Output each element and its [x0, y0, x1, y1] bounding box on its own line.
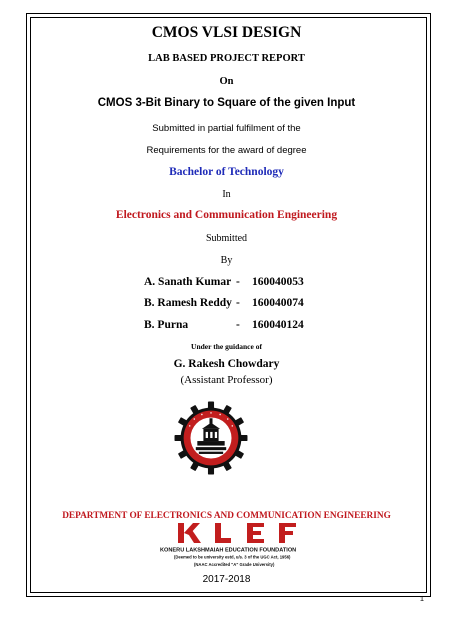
student-dash: -: [236, 319, 240, 331]
department-name: DEPARTMENT OF ELECTRONICS AND COMMUNICATION ENGINEERING: [62, 511, 391, 521]
by-label: By: [220, 255, 233, 266]
university-emblem-icon: [173, 400, 249, 476]
submitted-line-2: Requirements for the award of degree: [146, 145, 307, 156]
student-id: 160040074: [252, 297, 304, 309]
branch-name: Electronics and Communication Engineering: [115, 209, 338, 221]
student-name: A. Sanath Kumar: [144, 276, 232, 288]
page-number: 1: [419, 594, 424, 603]
academic-year: 2017-2018: [202, 574, 251, 585]
svg-text:(NAAC Accredited "A" Grade Uni: (NAAC Accredited "A" Grade University): [194, 562, 275, 567]
student-name: B. Purna: [144, 319, 189, 331]
project-title: CMOS 3-Bit Binary to Square of the given Input: [97, 97, 356, 109]
klef-logo: [160, 523, 350, 571]
guidance-label: Under the guidance of: [191, 342, 262, 351]
student-name: B. Ramesh Reddy: [144, 297, 232, 309]
guide-name: G. Rakesh Chowdary: [173, 358, 280, 370]
student-dash: -: [236, 297, 240, 309]
in-label: In: [222, 189, 231, 200]
guide-title: (Assistant Professor): [180, 374, 273, 386]
report-subtitle: LAB BASED PROJECT REPORT: [148, 53, 305, 64]
degree-name: Bachelor of Technology: [169, 166, 284, 178]
student-dash: -: [236, 276, 240, 288]
on-label: On: [219, 76, 234, 87]
student-id: 160040053: [252, 276, 304, 288]
student-row: [144, 319, 304, 331]
student-row: [144, 276, 304, 288]
student-row: [144, 297, 304, 309]
svg-text:KONERU LAKSHMAIAH EDUCATION FO: KONERU LAKSHMAIAH EDUCATION FOUNDATION: [160, 547, 297, 554]
svg-text:(Deemed to be university estd,: (Deemed to be university estd, u/s. 3 of the UGC Act, 1956): [174, 554, 291, 560]
student-id: 160040124: [252, 319, 304, 331]
report-title: CMOS VLSI DESIGN: [151, 24, 302, 41]
submitted-label: Submitted: [205, 233, 248, 244]
submitted-line-1: Submitted in partial fulfilment of the: [152, 123, 301, 134]
